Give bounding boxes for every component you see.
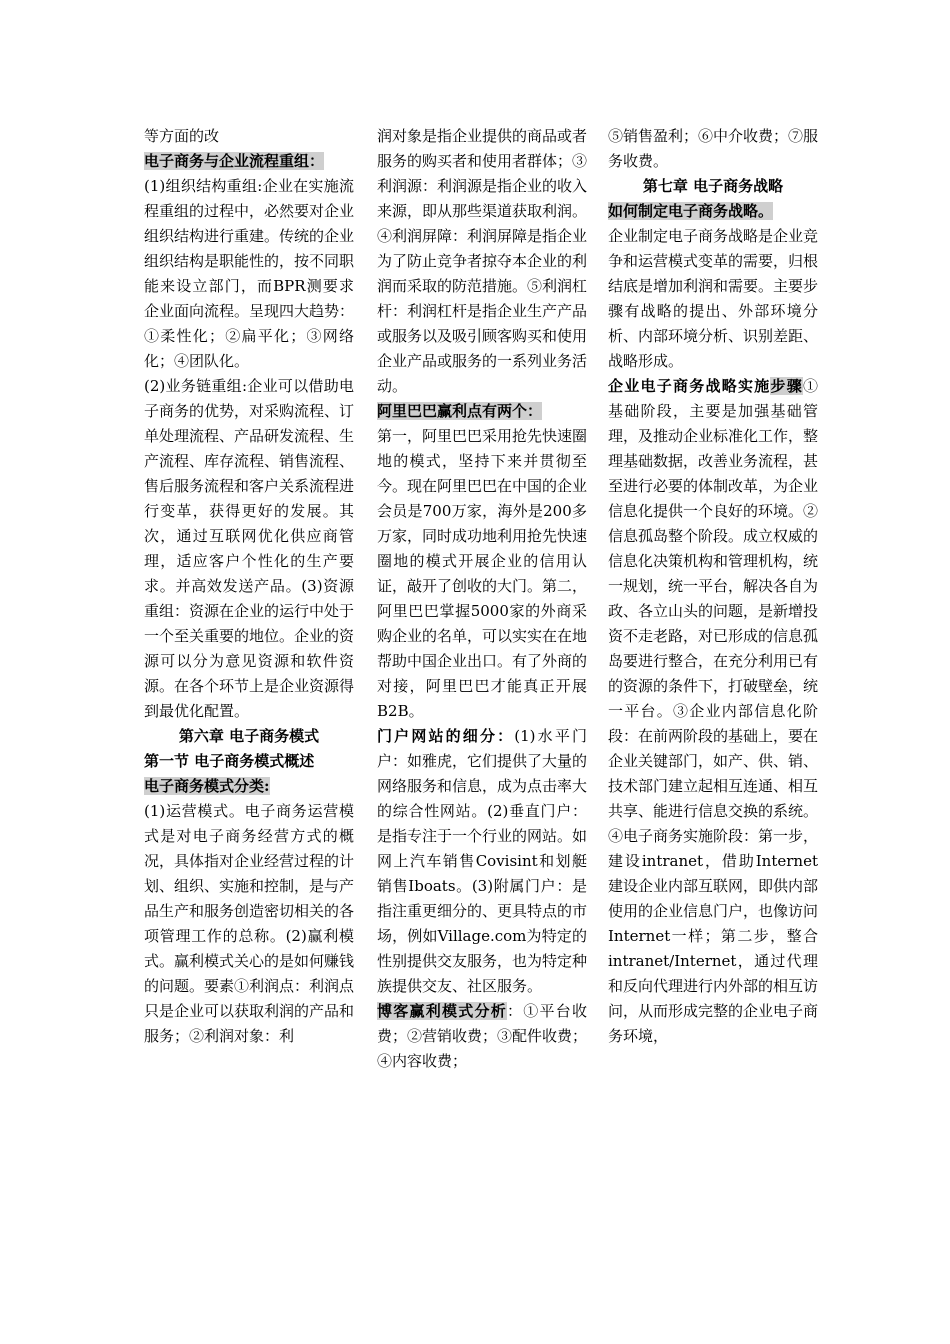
heading-model-classification: 电子商务模式分类: <box>144 777 270 795</box>
column-1 <box>144 124 354 1049</box>
paragraph: ⑤销售盈利；⑥中介收费；⑦服务收费。 <box>608 127 819 170</box>
column-3 <box>608 124 818 1049</box>
paragraph: 润对象是指企业提供的商品或者服务的购买者和使用者群体；③利润源：利润源是指企业的收入来源，即从那些渠道获取利润。④利润屏障：利润屏障是指企业为了防止竞争者掠夺本企业的利润而采取的防范措施。⑤利润杠杆：利润杠杆是指企业生产产品或服务以及吸引顾客购买和使用企业产品或服务的一系列业务活动。 <box>377 127 588 395</box>
heading-blog-profit: 博客赢利模式分析 <box>377 1002 507 1020</box>
paragraph: (2)业务链重组:企业可以借助电子商务的优势，对采购流程、订单处理流程、产品研发流程、生产流程、库存流程、销售流程、售后服务流程和客户关系流程进行变革，获得更好的发展。其次，通过互联网优化供应商管理，适应客户个性化的生产要求。并高效发送产品。(3)资源重组：资源在企业的运行中处于一个至关重要的地位。企业的资源可以分为意见资源和软件资源。在各个环节上是企业资源得到最优化配置。 <box>144 377 355 720</box>
chapter-6-title: 第六章 电子商务模式 <box>178 727 320 745</box>
heading-process-reengineering: 电子商务与企业流程重组： <box>144 152 325 170</box>
heading-strategy-formulation: 如何制定电子商务战略。 <box>608 202 774 220</box>
heading-portal-segments: 门户网站的细分： <box>377 727 515 745</box>
paragraph: 第一，阿里巴巴采用抢先快速圈地的模式，坚持下来并贯彻至今。现在阿里巴巴在中国的企业会员是700万家，海外是200多万家，同时成功地利用抢先快速圈地的模式开展企业的信用认证，敲开了创收的大门。第二，阿里巴巴掌握5000家的外商采购企业的名单，可以实实在在地帮助中国企业出口。有了外商的对接，阿里巴巴才能真正开展B2B。 <box>377 427 588 720</box>
paragraph: ④电子商务实施阶段：第一步，建设intranet，借助Internet建设企业内部互联网，即供内部使用的企业信息门户，也像访问Internet一样；第二步，整合intranet/Internet，通过代理和反向代理进行内外部的相互访问，从而形成完整的企业电子商务环境， <box>608 827 819 1045</box>
heading-strategy-steps: 企业电子商务战略实施 <box>608 377 771 395</box>
heading-alibaba-profit: 阿里巴巴赢利点有两个： <box>377 402 543 420</box>
blog-paragraph: 博客赢利模式分析：①平台收费；②营销收费；③配件收费；④内容收费； <box>377 1002 588 1070</box>
column-2 <box>377 124 587 1074</box>
chapter-7-title: 第七章 电子商务战略 <box>642 177 784 195</box>
paragraph: (1)运营模式。电子商务运营模式是对电子商务经营方式的概况，具体指对企业经营过程的计划、组织、实施和控制，是与产品生产和服务创造密切相关的各项管理工作的总称。(2)赢利模式。赢利模式关心的是如何赚钱的问题。要素①利润点：利润点只是企业可以获取利润的产品和服务；②利润对象：利 <box>144 802 355 1045</box>
paragraph: (1)组织结构重组:企业在实施流程重组的过程中，必然要对企业组织结构进行重建。传统的企业组织结构是职能性的，按不同职能来设立部门，而BPR测要求企业面向流程。呈现四大趋势：①柔性化；②扁平化；③网络化；④团队化。 <box>144 177 355 370</box>
paragraph: 等方面的改 <box>144 127 220 145</box>
paragraph: 企业制定电子商务战略是企业竞争和运营模式变革的需要，归根结底是增加利润和需要。主要步骤有战略的提出、外部环境分析、内部环境分析、识别差距、战略形成。 <box>608 227 819 370</box>
portal-paragraph: 门户网站的细分：(1)水平门户：如雅虎，它们提供了大量的网络服务和信息，成为点击率大的综合性网站。(2)垂直门户：是指专注于一个行业的网站。如网上汽车销售Covisint和划艇销售Iboats。(3)附属门户：是指注重更细分的、更具特点的市场，例如Village.com为特定的性别提供交友服务，也为特定种族提供交友、社区服务。 <box>377 727 588 995</box>
strategy-steps-paragraph: 企业电子商务战略实施步骤①基础阶段，主要是加强基础管理，及推动企业标准化工作，整理基础数据，改善业务流程，甚至进行必要的体制改革，为企业信息化提供一个良好的环境。②信息孤岛整个阶段。成立权威的信息化决策机构和管理机构，统一规划，统一平台，解决各自为政、各立山头的问题，是新增投资不走老路，对已形成的信息孤岛要进行整合，在充分利用已有的资源的条件下，打破壁垒，统一平台。③企业内部信息化阶段：在前两阶段的基础上，要在企业关键部门，如产、供、销、技术部门建立起相互连通、相互共享、能进行信息交换的系统。 <box>608 377 819 820</box>
section-1-title: 第一节 电子商务模式概述 <box>144 752 315 770</box>
